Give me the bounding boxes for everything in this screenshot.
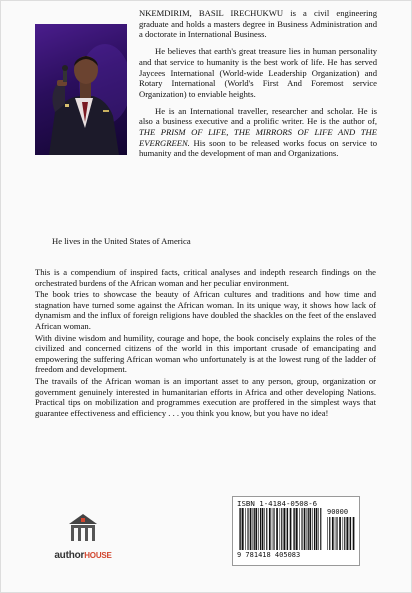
barcode-bar [264,508,265,550]
barcode-bar [290,508,292,550]
author-bio [139,8,377,165]
publisher-logo [50,510,116,570]
barcode-bar [254,508,255,550]
bio-paragraph-3-start: He is an International traveller, researcher and scholar. He is also a business executive and a prolific writer. He is the author of, [139,105,377,127]
barcode-bar [307,508,308,550]
barcode-bar [250,508,252,550]
barcode-bar [299,508,300,550]
barcode-addon-bars [327,517,355,550]
author-residence: He lives in the United States of America [52,236,191,246]
blurb-paragraph-2: The book tries to showcase the beauty of African cultures and traditions and how time and stagnation have turned some against the African woman. In its unique way, it shows how lack of dynamism and the influx of foreign religions have doubled the shackles on the feet of the enslaved African woman. [35,289,376,331]
barcode-bar [316,508,318,550]
barcode-bar [309,508,311,550]
barcode-bar [301,508,302,550]
ean-number: 9 781418 405083 [237,551,301,559]
barcode-bar [294,508,295,550]
barcode-bar [247,508,248,550]
barcode-bar [281,508,282,550]
publisher-name-main: author [54,550,85,561]
barcode-bar [339,517,341,550]
barcode-bar [242,508,244,550]
barcode-bar [269,508,271,550]
barcode-bar [332,517,334,550]
barcode-bar [349,517,350,550]
bio-paragraph-3 [139,106,377,160]
author-portrait-image [35,24,127,155]
barcode-bar [262,508,264,550]
barcode-bar [283,508,285,550]
bio-paragraph-3-end: His soon to be released works focus on service to humanity and the development of man and Organizations. [139,137,377,159]
barcode-main-bars [239,508,323,550]
barcode-bar [258,508,259,550]
barcode-bar [260,508,261,550]
barcode-bar [308,508,309,550]
barcode-bar [353,517,355,550]
barcode-bar [335,517,336,550]
barcode-bar [239,508,240,550]
barcode-bar [350,517,351,550]
barcode-bar [266,508,267,550]
barcode-bar [344,517,345,550]
barcode-bar [286,508,287,550]
price-code: 90000 [327,508,349,516]
blurb-paragraph-3: With divine wisdom and humility, courage and hope, the book concisely explains the roles of the civilized and concerned citizens of the world in this important crusade of emancipating and empowering the suffering African woman who unfortunately is at the lowest rung of the ladder of freedom and development. [35,332,376,375]
barcode-bar [272,508,273,550]
isbn-barcode [232,496,360,566]
blurb-paragraph-1: This is a compendium of inspired facts, critical analyses and indepth research findings on the orchestrated burdens of the African woman and her peculiar environment. [35,267,376,288]
barcode-bar [245,508,246,550]
barcode-bar [276,508,278,550]
barcode-bar [336,517,337,550]
publisher-name-accent: HOUSE [84,551,112,560]
bio-paragraph-1: NKEMDIRIM, BASIL IRECHUKWU is a civil engineering graduate and holds a masters degree in Business Administration and a doctorate in International Business. [139,8,377,40]
barcode-bar [255,508,257,550]
barcode-bar [287,508,288,550]
book-blurb [35,267,376,419]
barcode-bar [346,517,348,550]
barcode-bar [280,508,281,550]
barcode-bar [253,508,254,550]
barcode-bar [240,508,241,550]
isbn-label: ISBN 1-4184-0508-6 [237,499,318,508]
barcode-bar [273,508,274,550]
barcode-bar [320,508,321,550]
house-logo-icon [65,510,101,546]
blurb-paragraph-4: The travails of the African woman is an important asset to any person, group, organization or government genuinely interested in humanitarian efforts in Africa and other developing Nations. Practical tips on mobilization and programmes execution are proffered in the simplest ways that guarantee effectiveness and efficiency . . . you think you know, but you have no idea! [35,375,376,418]
barcode-bar [312,508,313,550]
barcode-bar [314,508,315,550]
barcode-bar [304,508,306,550]
barcode-bar [343,517,344,550]
barcode-bar [296,508,298,550]
publisher-name [50,550,116,561]
book-titles: THE PRISM OF LIFE, THE MIRRORS OF LIFE AND THE EVERGREEN. [139,127,377,148]
bio-paragraph-2: He believes that earth's great treasure lies in human personality and that service to humanity is the best work of life. He has served Jaycees International (World-wide Leadership Organization) and Rotary International (World's First And Foremost service Organization) to enviable heights. [139,46,377,99]
barcode-bar [293,508,294,550]
barcode-bar [318,508,319,550]
barcode-bar [329,517,330,550]
author-photo [35,24,127,155]
barcode-bar [327,517,328,550]
